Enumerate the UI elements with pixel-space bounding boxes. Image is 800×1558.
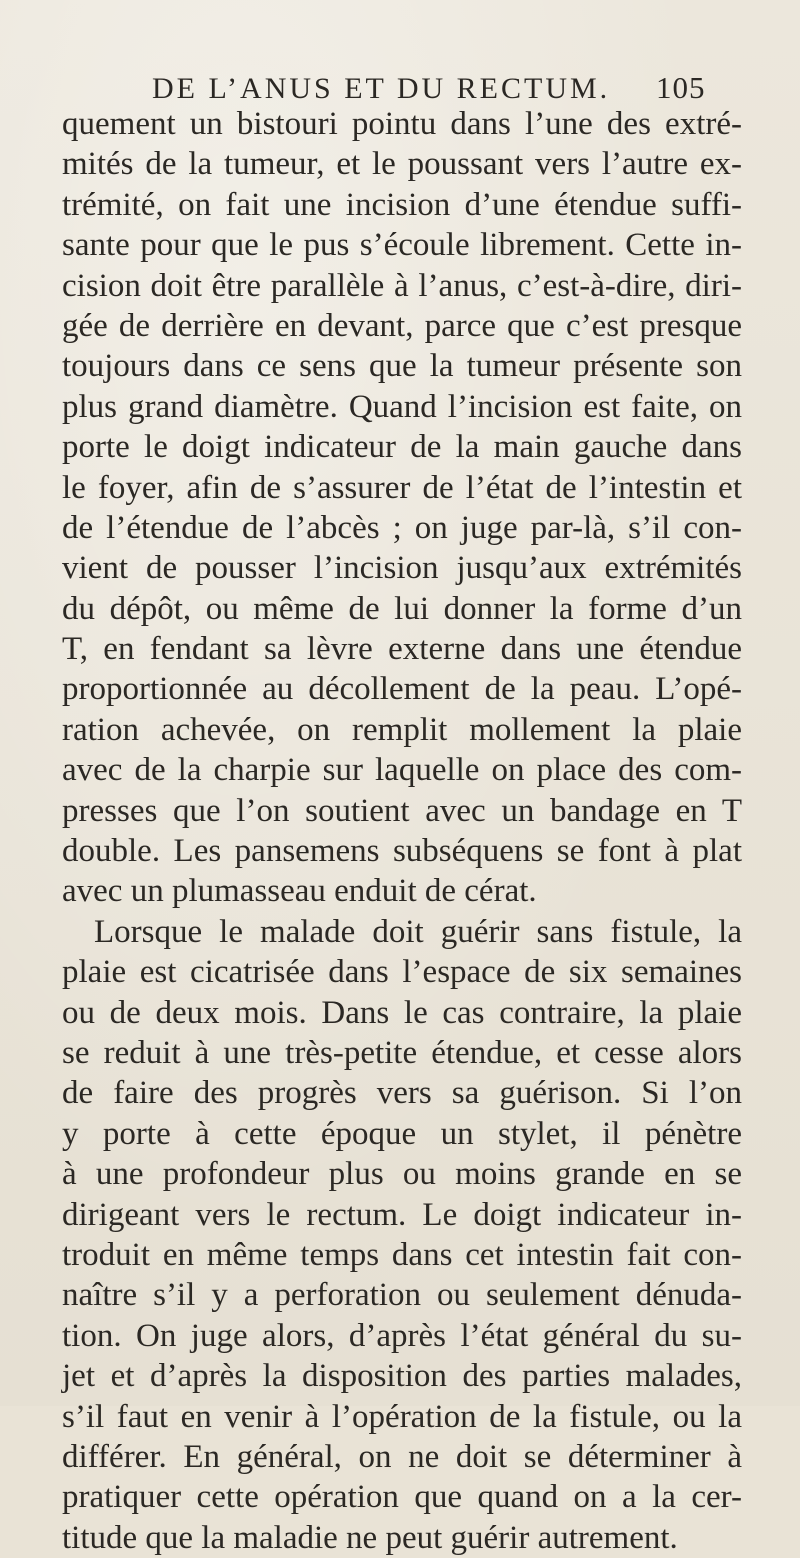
text-line: dirigeant vers le rectum. Le doigt indicateur in- [62,1196,742,1233]
text-line: le foyer, afin de s’assurer de l’état de l’intestin et [62,469,742,506]
paragraph-first-line: Lorsque le malade doit guérir sans fistule, la [94,913,742,950]
text-line: double. Les pansemens subséquens se font à plat [62,833,742,870]
text-line: différer. En général, on ne doit se déterminer à [62,1438,742,1475]
text-line: plus grand diamètre. Quand l’incision est faite, on [62,388,742,425]
text-line: presses que l’on soutient avec un bandage en T [62,792,742,829]
text-line: plaie est cicatrisée dans l’espace de six semaines [62,954,742,991]
text-line: trémité, on fait une incision d’une étendue suffi- [62,186,742,223]
text-line: quement un bistouri pointu dans l’une des extré- [62,106,742,142]
text-line: proportionnée au décollement de la peau. L’opé- [62,671,742,708]
paragraph-last-line: titude que la maladie ne peut guérir autrement. [62,1519,678,1556]
body-text [62,104,742,1558]
text-line: mités de la tumeur, et le poussant vers l’autre ex- [62,146,742,183]
text-line: troduit en même temps dans cet intestin fait con- [62,1236,742,1273]
text-line: pratiquer cette opération que quand on a la cer- [62,1479,742,1516]
text-line: s’il faut en venir à l’opération de la fistule, ou la [62,1398,742,1435]
text-line: ration achevée, on remplit mollement la plaie [62,711,742,748]
text-line: vient de pousser l’incision jusqu’aux extrémités [62,550,742,587]
text-line: ou de deux mois. Dans le cas contraire, la plaie [62,994,742,1031]
text-line: cision doit être parallèle à l’anus, c’est-à-dire, diri- [62,267,742,304]
text-line: porte le doigt indicateur de la main gauche dans [62,429,742,466]
text-line: toujours dans ce sens que la tumeur présente son [62,348,742,385]
text-line: du dépôt, ou même de lui donner la forme d’un [62,590,742,627]
text-line: sante pour que le pus s’écoule librement. Cette in- [62,227,742,264]
running-head-title: DE L’ANUS ET DU RECTUM. [152,72,611,105]
text-line: tion. On juge alors, d’après l’état général du su- [62,1317,742,1354]
text-line: de l’étendue de l’abcès ; on juge par-là, s’il con- [62,509,742,546]
text-line: jet et d’après la disposition des parties malades, [62,1358,742,1395]
text-line: avec de la charpie sur laquelle on place des com- [62,752,742,789]
text-line: se reduit à une très-petite étendue, et cesse alors [62,1034,742,1071]
text-line: y porte à cette époque un stylet, il pénètre [62,1115,742,1152]
text-line: à une profondeur plus ou moins grande en se [62,1156,742,1193]
text-line: naître s’il y a perforation ou seulement dénuda- [62,1277,742,1314]
text-line: gée de derrière en devant, parce que c’est presque [62,307,742,344]
text-line: de faire des progrès vers sa guérison. Si l’on [62,1075,742,1112]
page-number: 105 [656,70,706,105]
paragraph-last-line: avec un plumasseau enduit de cérat. [62,873,537,910]
text-line: T, en fendant sa lèvre externe dans une étendue [62,631,742,668]
